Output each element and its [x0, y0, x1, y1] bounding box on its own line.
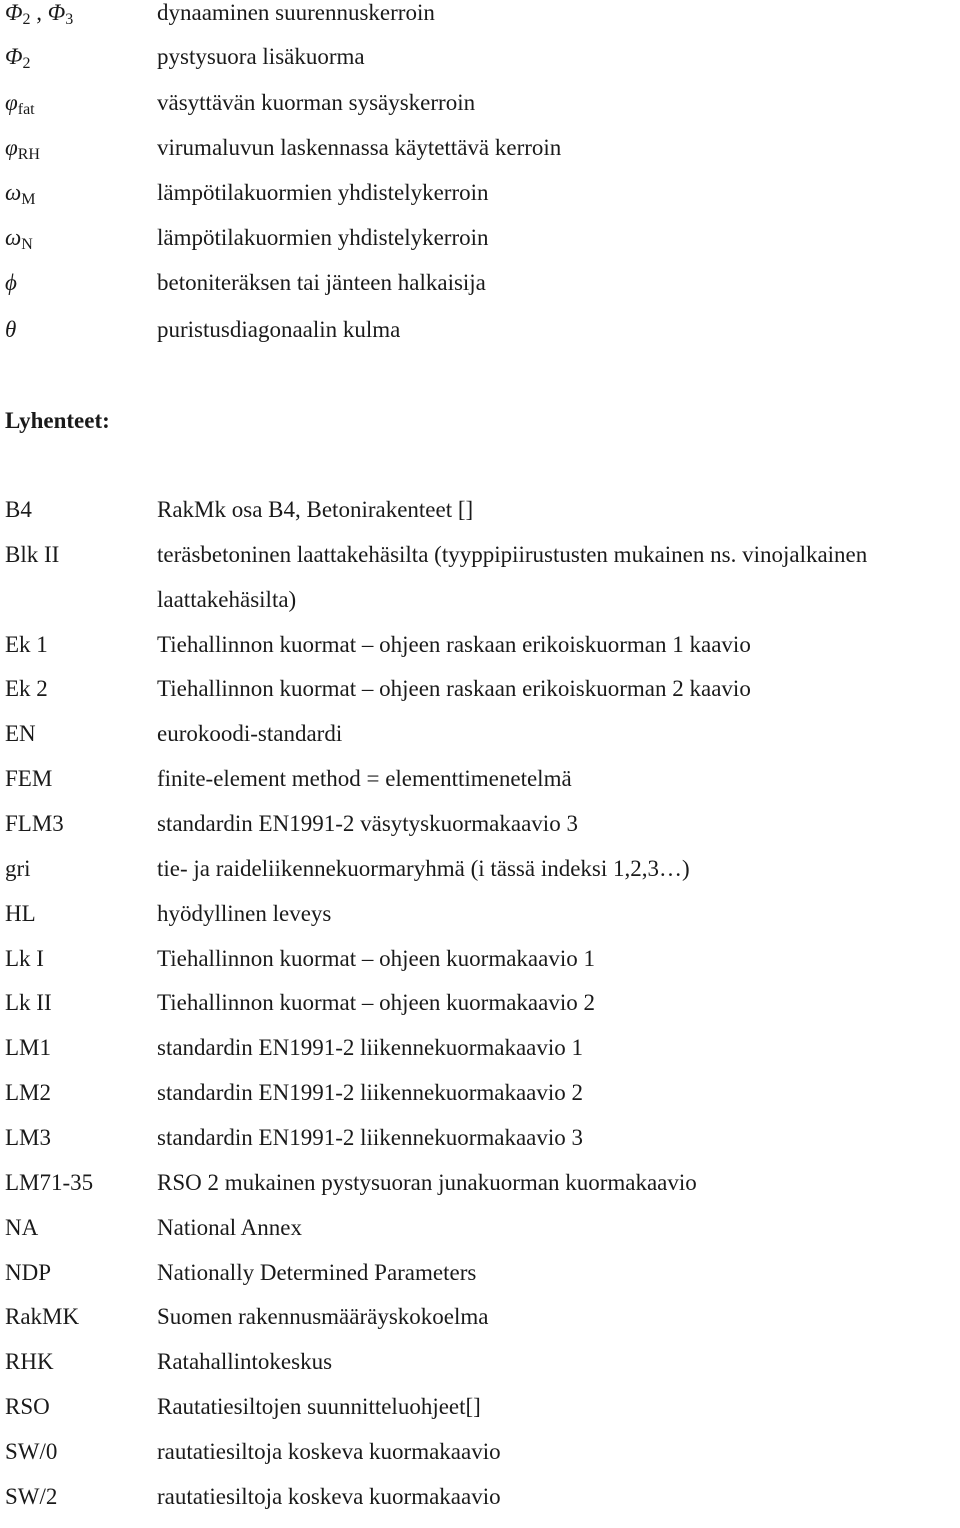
abbreviation: FLM3	[5, 811, 64, 836]
abbreviation-row	[0, 1439, 960, 1483]
abbreviation-row	[0, 1394, 960, 1438]
symbol-description: dynaaminen suurennuskerroin	[157, 0, 435, 25]
symbol-subscript: RH	[17, 146, 40, 163]
symbol-row	[0, 317, 960, 361]
symbol-row	[0, 225, 960, 269]
symbol-char: Φ	[5, 0, 23, 25]
symbol-subscript: N	[21, 236, 33, 253]
abbreviation: FEM	[5, 766, 53, 791]
abbreviation-description: Suomen rakennusmääräyskokoelma	[157, 1304, 489, 1329]
symbol-row	[0, 90, 960, 134]
abbreviation-description: Tiehallinnon kuormat – ohjeen raskaan erikoiskuorman 1 kaavio	[157, 632, 751, 657]
abbreviation-description: laattakehäsilta)	[157, 587, 297, 612]
abbreviation: NA	[5, 1215, 39, 1240]
abbreviation: Lk I	[5, 946, 44, 971]
abbreviation: LM71-35	[5, 1170, 94, 1195]
abbreviations-heading: Lyhenteet:	[5, 408, 110, 433]
abbreviation-description: RSO 2 mukainen pystysuoran junakuorman kuormakaavio	[157, 1170, 697, 1195]
abbreviation: EN	[5, 721, 36, 746]
symbol-subscript: M	[21, 191, 36, 208]
abbreviation-description: Tiehallinnon kuormat – ohjeen kuormakaavio 2	[157, 990, 595, 1015]
abbreviation-description: standardin EN1991-2 liikennekuormakaavio 1	[157, 1035, 584, 1060]
symbol-row	[0, 180, 960, 224]
abbreviation-row	[0, 1260, 960, 1304]
abbreviation-row	[0, 587, 960, 631]
abbreviation-row	[0, 1080, 960, 1124]
abbreviation-row	[0, 632, 960, 676]
abbreviation-description: Nationally Determined Parameters	[157, 1260, 477, 1285]
abbreviation-row	[0, 1035, 960, 1079]
symbol	[5, 270, 17, 299]
abbreviation-row	[0, 1170, 960, 1214]
symbol-row	[0, 44, 960, 88]
abbreviation-row	[0, 1125, 960, 1169]
abbreviation-description: rautatiesiltoja koskeva kuormakaavio	[157, 1484, 501, 1509]
abbreviation-row	[0, 990, 960, 1034]
symbol	[5, 225, 33, 254]
symbol-char: Φ	[5, 44, 23, 69]
abbreviation-row	[0, 721, 960, 765]
symbol-subscript: 2	[22, 11, 31, 28]
symbol-description: pystysuora lisäkuorma	[157, 44, 365, 69]
abbreviation-row	[0, 766, 960, 810]
abbreviation-description: Ratahallintokeskus	[157, 1349, 333, 1374]
symbol-subscript: 2	[22, 55, 31, 72]
symbol-row	[0, 135, 960, 179]
symbol-description: väsyttävän kuorman sysäyskerroin	[157, 90, 476, 115]
abbreviation: RakMK	[5, 1304, 80, 1329]
abbreviation-description: rautatiesiltoja koskeva kuormakaavio	[157, 1439, 501, 1464]
abbreviation: RSO	[5, 1394, 50, 1419]
symbol-char: Φ	[47, 0, 66, 25]
symbol	[5, 0, 73, 29]
abbreviation-description: eurokoodi-standardi	[157, 721, 343, 746]
symbol-char: ω	[5, 180, 22, 205]
symbol	[5, 317, 16, 346]
abbreviation: NDP	[5, 1260, 52, 1285]
abbreviation: Ek 1	[5, 632, 48, 657]
symbol-char: φ	[5, 135, 18, 160]
abbreviation-row	[0, 1349, 960, 1393]
abbreviation-description: standardin EN1991-2 väsytyskuormakaavio 3	[157, 811, 578, 836]
abbreviation-description: National Annex	[157, 1215, 302, 1240]
abbreviation-row	[0, 1304, 960, 1348]
abbreviation-description: tie- ja raideliikennekuormaryhmä (i tässä indeksi 1,2,3…)	[157, 856, 690, 881]
symbol-description: lämpötilakuormien yhdistelykerroin	[157, 180, 489, 205]
abbreviation-row	[0, 497, 960, 541]
symbol-subscript: fat	[17, 101, 35, 118]
abbreviation-row	[0, 676, 960, 720]
symbol-description: virumaluvun laskennassa käytettävä kerroin	[157, 135, 562, 160]
abbreviation: gri	[5, 856, 31, 881]
abbreviation-row	[0, 1215, 960, 1259]
symbol-description: lämpötilakuormien yhdistelykerroin	[157, 225, 489, 250]
abbreviation-description: finite-element method = elementtimenetelmä	[157, 766, 572, 791]
abbreviation: Blk II	[5, 542, 60, 567]
abbreviation: B4	[5, 497, 32, 522]
symbol	[5, 44, 31, 73]
symbol-subscript: 3	[65, 11, 74, 28]
abbreviation: LM1	[5, 1035, 51, 1060]
abbreviation-row	[0, 542, 960, 586]
abbreviation-description: hyödyllinen leveys	[157, 901, 332, 926]
symbol-char: ω	[5, 225, 22, 250]
abbreviation: LM2	[5, 1080, 51, 1105]
abbreviation-row	[0, 856, 960, 900]
abbreviation: SW/2	[5, 1484, 58, 1509]
abbreviation: RHK	[5, 1349, 54, 1374]
abbreviation-description: standardin EN1991-2 liikennekuormakaavio 2	[157, 1080, 584, 1105]
symbol-description: puristusdiagonaalin kulma	[157, 317, 401, 342]
symbol	[5, 90, 35, 119]
abbreviation: LM3	[5, 1125, 51, 1150]
symbol-char: φ	[5, 90, 18, 115]
abbreviation-description: RakMk osa B4, Betonirakenteet []	[157, 497, 474, 522]
symbol-separator: ,	[30, 0, 48, 25]
abbreviation-row	[0, 901, 960, 945]
symbol-char: ϕ	[5, 270, 17, 295]
abbreviation-description: Rautatiesiltojen suunnitteluohjeet[]	[157, 1394, 481, 1419]
abbreviation-row	[0, 946, 960, 990]
abbreviation-description: standardin EN1991-2 liikennekuormakaavio 3	[157, 1125, 584, 1150]
abbreviation: Lk II	[5, 990, 52, 1015]
symbol-row	[0, 270, 960, 314]
abbreviation-description: Tiehallinnon kuormat – ohjeen raskaan erikoiskuorman 2 kaavio	[157, 676, 751, 701]
abbreviation-row	[0, 811, 960, 855]
symbol-description: betoniteräksen tai jänteen halkaisija	[157, 270, 486, 295]
symbol	[5, 135, 40, 164]
symbol-char: θ	[5, 317, 17, 342]
abbreviation: Ek 2	[5, 676, 48, 701]
abbreviation-description: Tiehallinnon kuormat – ohjeen kuormakaavio 1	[157, 946, 595, 971]
symbol	[5, 180, 35, 209]
abbreviation-row	[0, 1484, 960, 1528]
abbreviation: SW/0	[5, 1439, 58, 1464]
symbol-row	[0, 0, 960, 44]
abbreviation-description: teräsbetoninen laattakehäsilta (tyyppipiirustusten mukainen ns. vinojalkainen	[157, 542, 868, 567]
abbreviation: HL	[5, 901, 36, 926]
